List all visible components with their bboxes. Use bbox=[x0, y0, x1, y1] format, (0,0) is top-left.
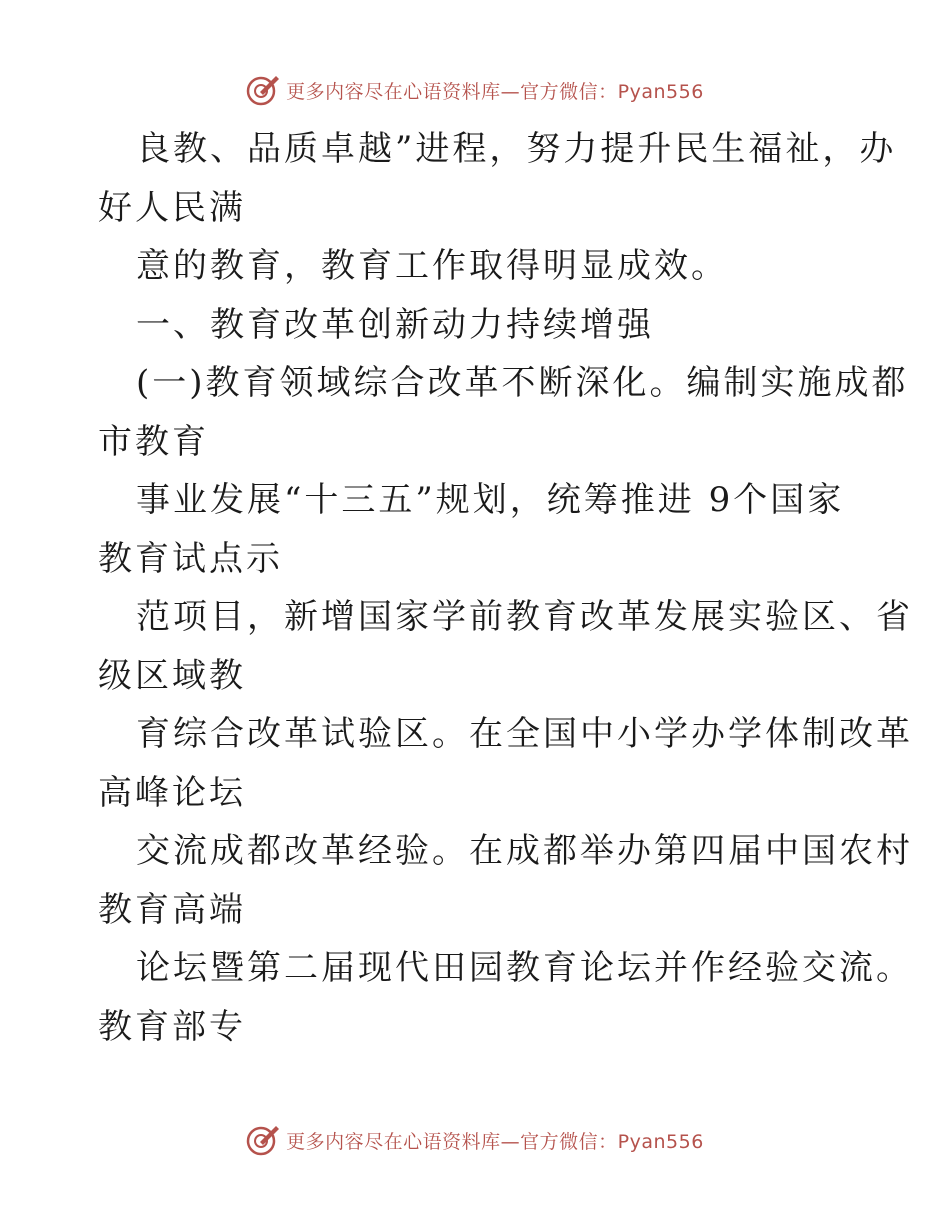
text-line: (一)教育领域综合改革不断深化。编制实施成都 bbox=[136, 363, 909, 403]
pen-logo-icon bbox=[246, 1123, 280, 1157]
text-line: 市教育 bbox=[98, 421, 209, 462]
text-line: 一、教育改革创新动力持续增强 bbox=[136, 304, 654, 345]
text-line: 教育试点示 bbox=[98, 538, 283, 579]
header-watermark bbox=[0, 70, 950, 110]
text-line: 育综合改革试验区。在全国中小学办学体制改革 bbox=[136, 714, 913, 754]
footer-watermark bbox=[0, 1120, 950, 1160]
text-line: 交流成都改革经验。在成都举办第四届中国农村 bbox=[136, 831, 913, 871]
text-line: 教育部专 bbox=[98, 1006, 246, 1047]
watermark-text: 更多内容尽在心语资料库—官方微信：Pyan556 bbox=[286, 1130, 704, 1153]
document-body bbox=[98, 120, 913, 1056]
text-line: 级区域教 bbox=[98, 655, 246, 696]
text-line: 意的教育，教育工作取得明显成效。 bbox=[136, 246, 728, 286]
pen-logo-icon bbox=[246, 73, 280, 107]
text-line: 良教、品质卓越”进程，努力提升民生福祉，办 bbox=[136, 129, 897, 169]
text-line: 范项目，新增国家学前教育改革发展实验区、省 bbox=[136, 597, 913, 637]
text-line: 教育高端 bbox=[98, 889, 246, 930]
watermark-text: 更多内容尽在心语资料库—官方微信：Pyan556 bbox=[286, 80, 704, 103]
text-line: 事业发展“十三五”规划，统筹推进 9个国家 bbox=[136, 480, 845, 520]
text-line: 高峰论坛 bbox=[98, 772, 246, 813]
text-line: 论坛暨第二届现代田园教育论坛并作经验交流。 bbox=[136, 948, 913, 988]
text-line: 好人民满 bbox=[98, 187, 246, 228]
